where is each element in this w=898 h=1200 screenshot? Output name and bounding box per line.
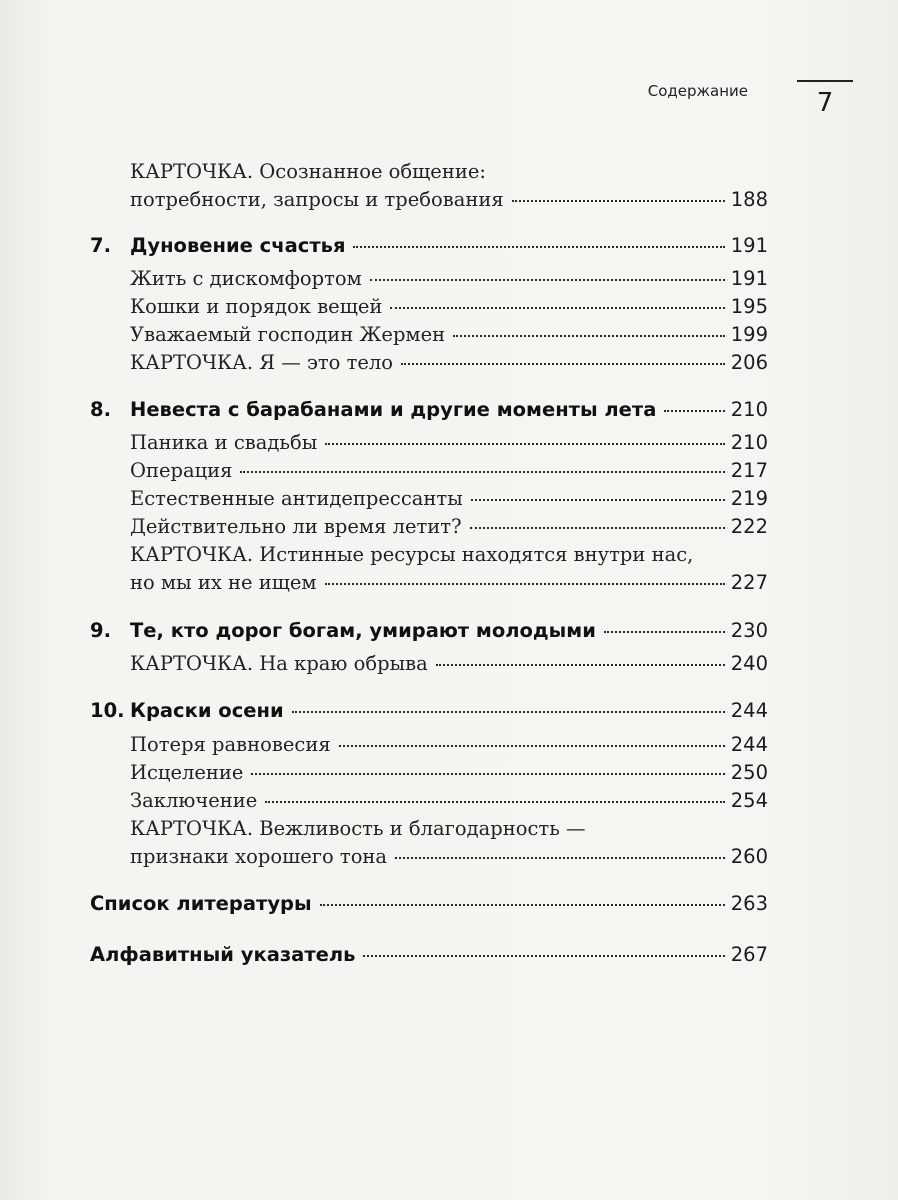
chapter-page: 210 (730, 398, 768, 421)
toc-entry-page: 210 (730, 431, 768, 454)
toc-chapter-8[interactable] (130, 398, 768, 421)
toc-entry-page: 199 (730, 323, 768, 346)
section-page: 267 (730, 943, 768, 966)
dot-leader (401, 363, 725, 365)
toc-entry[interactable] (130, 571, 768, 594)
chapter-number: 10. (90, 699, 125, 722)
toc-entry-title: Потеря равновесия (130, 733, 331, 756)
toc-entry-title: Исцеление (130, 761, 244, 784)
toc-entry[interactable] (130, 761, 768, 784)
toc-entry-title: КАРТОЧКА. На краю обрыва (130, 652, 428, 675)
dot-leader (292, 711, 725, 713)
chapter-number: 8. (90, 398, 111, 421)
toc-entry-page: 250 (730, 761, 768, 784)
toc-entry[interactable] (130, 652, 768, 675)
chapter-number: 7. (90, 234, 111, 257)
toc-entry-line1: КАРТОЧКА. Осознанное общение: (130, 160, 486, 183)
toc-entry-page: 260 (730, 845, 768, 868)
dot-leader (395, 857, 725, 859)
toc-entry[interactable] (130, 845, 768, 868)
toc-entry-line1: КАРТОЧКА. Вежливость и благодарность — (130, 817, 586, 840)
toc-entry[interactable] (130, 351, 768, 374)
chapter-page: 244 (730, 699, 768, 722)
dot-leader (470, 527, 725, 529)
toc-entry-page: 191 (730, 267, 768, 290)
toc-entry-title: Жить с дискомфортом (130, 267, 362, 290)
toc-entry-title: потребности, запросы и требования (130, 188, 504, 211)
toc-entry-title: признаки хорошего тона (130, 845, 388, 868)
toc-entry-page: 195 (730, 295, 768, 318)
toc-entry[interactable] (130, 733, 768, 756)
chapter-number: 9. (90, 619, 111, 642)
section-title: Список литературы (90, 892, 312, 915)
chapter-title: Невеста с барабанами и другие моменты лета (130, 398, 657, 421)
header-section-title: Содержание (647, 82, 748, 100)
toc-entry-title: Операция (130, 459, 233, 482)
toc-entry[interactable] (130, 188, 768, 211)
dot-leader (240, 471, 724, 473)
toc-entry-page: 206 (730, 351, 768, 374)
toc-entry[interactable] (130, 515, 768, 538)
toc-entry-page: 244 (730, 733, 768, 756)
toc-entry[interactable] (130, 323, 768, 346)
toc-entry[interactable] (130, 267, 768, 290)
chapter-title: Те, кто дорог богам, умирают молодыми (130, 619, 596, 642)
toc-entry-page: 222 (730, 515, 768, 538)
toc-entry-title: Паника и свадьбы (130, 431, 318, 454)
chapter-title: Краски осени (130, 699, 284, 722)
dot-leader (325, 583, 725, 585)
dot-leader (363, 955, 724, 957)
toc-entry-page: 254 (730, 789, 768, 812)
dot-leader (265, 801, 724, 803)
chapter-page: 230 (730, 619, 768, 642)
dot-leader (471, 499, 725, 501)
dot-leader (251, 773, 724, 775)
toc-chapter-7[interactable] (130, 234, 768, 257)
section-page: 263 (730, 892, 768, 915)
dot-leader (353, 246, 724, 248)
section-title: Алфавитный указатель (90, 943, 356, 966)
toc-chapter-10[interactable] (130, 699, 768, 722)
dot-leader (320, 904, 725, 906)
toc-entry[interactable] (130, 431, 768, 454)
dot-leader (390, 307, 724, 309)
chapter-title: Дуновение счастья (130, 234, 346, 257)
toc-entry-title: но мы их не ищем (130, 571, 317, 594)
dot-leader (339, 745, 725, 747)
toc-entry-page: 217 (730, 459, 768, 482)
toc-entry[interactable] (130, 789, 768, 812)
dot-leader (664, 410, 724, 412)
dot-leader (604, 631, 725, 633)
toc-entry-line1: КАРТОЧКА. Истинные ресурсы находятся внутри нас, (130, 543, 694, 566)
toc-entry-title: КАРТОЧКА. Я — это тело (130, 351, 394, 374)
toc-chapter-9[interactable] (130, 619, 768, 642)
toc-entry[interactable] (130, 459, 768, 482)
toc-entry-page: 240 (730, 652, 768, 675)
toc-bibliography[interactable] (90, 892, 768, 915)
dot-leader (436, 664, 725, 666)
dot-leader (370, 279, 725, 281)
toc-entry-page: 188 (730, 188, 768, 211)
dot-leader (512, 200, 725, 202)
toc-index[interactable] (90, 943, 768, 966)
toc-entry-title: Уважаемый господин Жермен (130, 323, 446, 346)
toc-entry-title: Действительно ли время летит? (130, 515, 462, 538)
dot-leader (453, 335, 725, 337)
toc-entry-title: Естественные антидепрессанты (130, 487, 463, 510)
toc-entry-title: Кошки и порядок вещей (130, 295, 383, 318)
page-number: 7 (816, 88, 834, 118)
toc-entry[interactable] (130, 295, 768, 318)
toc-entry-title: Заключение (130, 789, 258, 812)
toc-entry-page: 227 (730, 571, 768, 594)
dot-leader (325, 443, 725, 445)
toc-entry[interactable] (130, 487, 768, 510)
chapter-page: 191 (730, 234, 768, 257)
toc-entry-page: 219 (730, 487, 768, 510)
